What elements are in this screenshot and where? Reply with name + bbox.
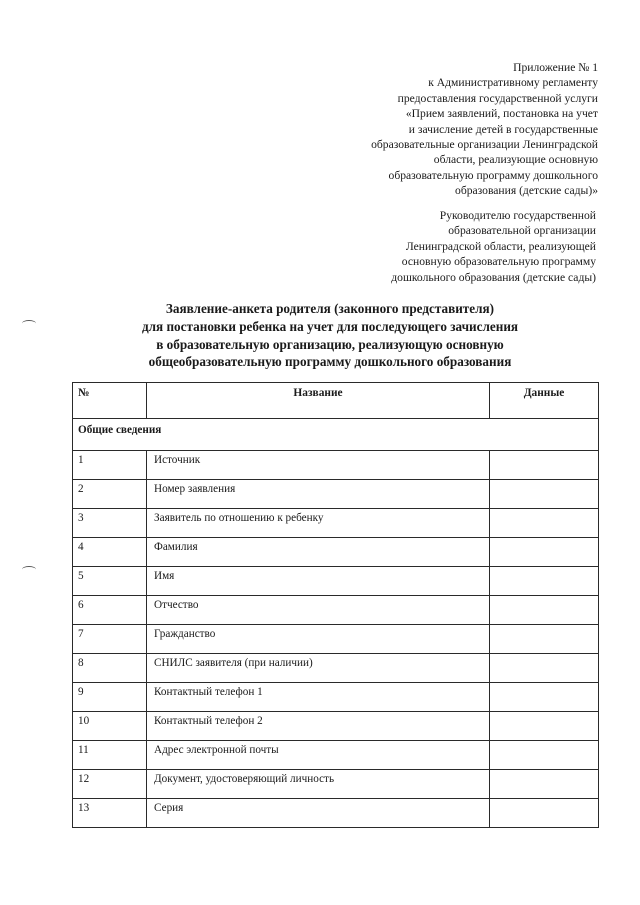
- row-value-cell[interactable]: [490, 567, 599, 596]
- row-number: 11: [73, 741, 147, 770]
- table-row: [73, 509, 599, 538]
- appendix-line: к Административному регламенту: [428, 76, 598, 90]
- document-title: [60, 300, 600, 371]
- title-line: для постановки ребенка на учет для последующего зачисления: [141, 318, 519, 334]
- appendix-line: «Прием заявлений, постановка на учет: [405, 107, 598, 121]
- table-row: [73, 712, 599, 741]
- row-name: Имя: [147, 567, 490, 596]
- row-name: Заявитель по отношению к ребенку: [147, 509, 490, 538]
- row-value-cell[interactable]: [490, 538, 599, 567]
- appendix-line: образовательные организации Ленинградской: [371, 138, 598, 152]
- header-number: №: [73, 383, 147, 419]
- row-number: 10: [73, 712, 147, 741]
- appendix-line: области, реализующие основную: [433, 153, 598, 167]
- row-name: Контактный телефон 2: [147, 712, 490, 741]
- row-value-cell[interactable]: [490, 596, 599, 625]
- row-number: 5: [73, 567, 147, 596]
- table-row: [73, 596, 599, 625]
- table-row: [73, 480, 599, 509]
- addressee-line: основную образовательную программу: [401, 255, 596, 269]
- row-number: 4: [73, 538, 147, 567]
- table-header-row: [73, 383, 599, 419]
- row-value-cell[interactable]: [490, 509, 599, 538]
- row-number: 12: [73, 770, 147, 799]
- application-form-table: [72, 382, 599, 828]
- row-value-cell[interactable]: [490, 480, 599, 509]
- title-line: в образовательную организацию, реализующую основную: [156, 336, 504, 352]
- row-name: Номер заявления: [147, 480, 490, 509]
- appendix-line: предоставления государственной услуги: [397, 91, 598, 105]
- header-name: Название: [147, 383, 490, 419]
- scan-mark: [22, 566, 36, 573]
- row-number: 7: [73, 625, 147, 654]
- row-name: Отчество: [147, 596, 490, 625]
- table-row: [73, 567, 599, 596]
- table-row: [73, 799, 599, 828]
- table-row: [73, 625, 599, 654]
- addressee-line: дошкольного образования (детские сады): [391, 270, 596, 284]
- row-value-cell[interactable]: [490, 799, 599, 828]
- scan-mark: [22, 320, 36, 327]
- appendix-line: Приложение № 1: [513, 61, 598, 74]
- appendix-line: и зачисление детей в государственные: [408, 122, 598, 136]
- row-value-cell[interactable]: [490, 770, 599, 799]
- row-name: Фамилия: [147, 538, 490, 567]
- title-line: Заявление-анкета родителя (законного представителя): [165, 301, 495, 316]
- table-row: [73, 538, 599, 567]
- row-number: 9: [73, 683, 147, 712]
- row-value-cell[interactable]: [490, 451, 599, 480]
- row-name: Контактный телефон 1: [147, 683, 490, 712]
- row-value-cell[interactable]: [490, 683, 599, 712]
- appendix-note: [371, 60, 598, 199]
- appendix-line: образовательную программу дошкольного: [388, 168, 598, 182]
- row-name: Документ, удостоверяющий личность: [147, 770, 490, 799]
- row-number: 8: [73, 654, 147, 683]
- table-row: [73, 451, 599, 480]
- row-value-cell[interactable]: [490, 654, 599, 683]
- row-name: СНИЛС заявителя (при наличии): [147, 654, 490, 683]
- row-name: Гражданство: [147, 625, 490, 654]
- table-row: [73, 770, 599, 799]
- addressee-line: Ленинградской области, реализующей: [405, 239, 596, 253]
- row-value-cell[interactable]: [490, 712, 599, 741]
- addressee-line: образовательной организации: [448, 224, 596, 238]
- table-row: [73, 741, 599, 770]
- row-number: 3: [73, 509, 147, 538]
- table-row: [73, 683, 599, 712]
- row-value-cell[interactable]: [490, 741, 599, 770]
- row-number: 13: [73, 799, 147, 828]
- row-number: 2: [73, 480, 147, 509]
- row-number: 1: [73, 451, 147, 480]
- row-name: Серия: [147, 799, 490, 828]
- row-name: Источник: [147, 451, 490, 480]
- addressee-line: Руководителю государственной: [439, 209, 596, 222]
- section-title: Общие сведения: [73, 419, 599, 451]
- appendix-line: образования (детские сады)»: [455, 184, 598, 198]
- section-row: [73, 419, 599, 451]
- title-line: общеобразовательную программу дошкольного образования: [148, 354, 512, 370]
- row-name: Адрес электронной почты: [147, 741, 490, 770]
- row-value-cell[interactable]: [490, 625, 599, 654]
- row-number: 6: [73, 596, 147, 625]
- table-row: [73, 654, 599, 683]
- addressee-block: [391, 208, 596, 285]
- header-value: Данные: [490, 383, 599, 419]
